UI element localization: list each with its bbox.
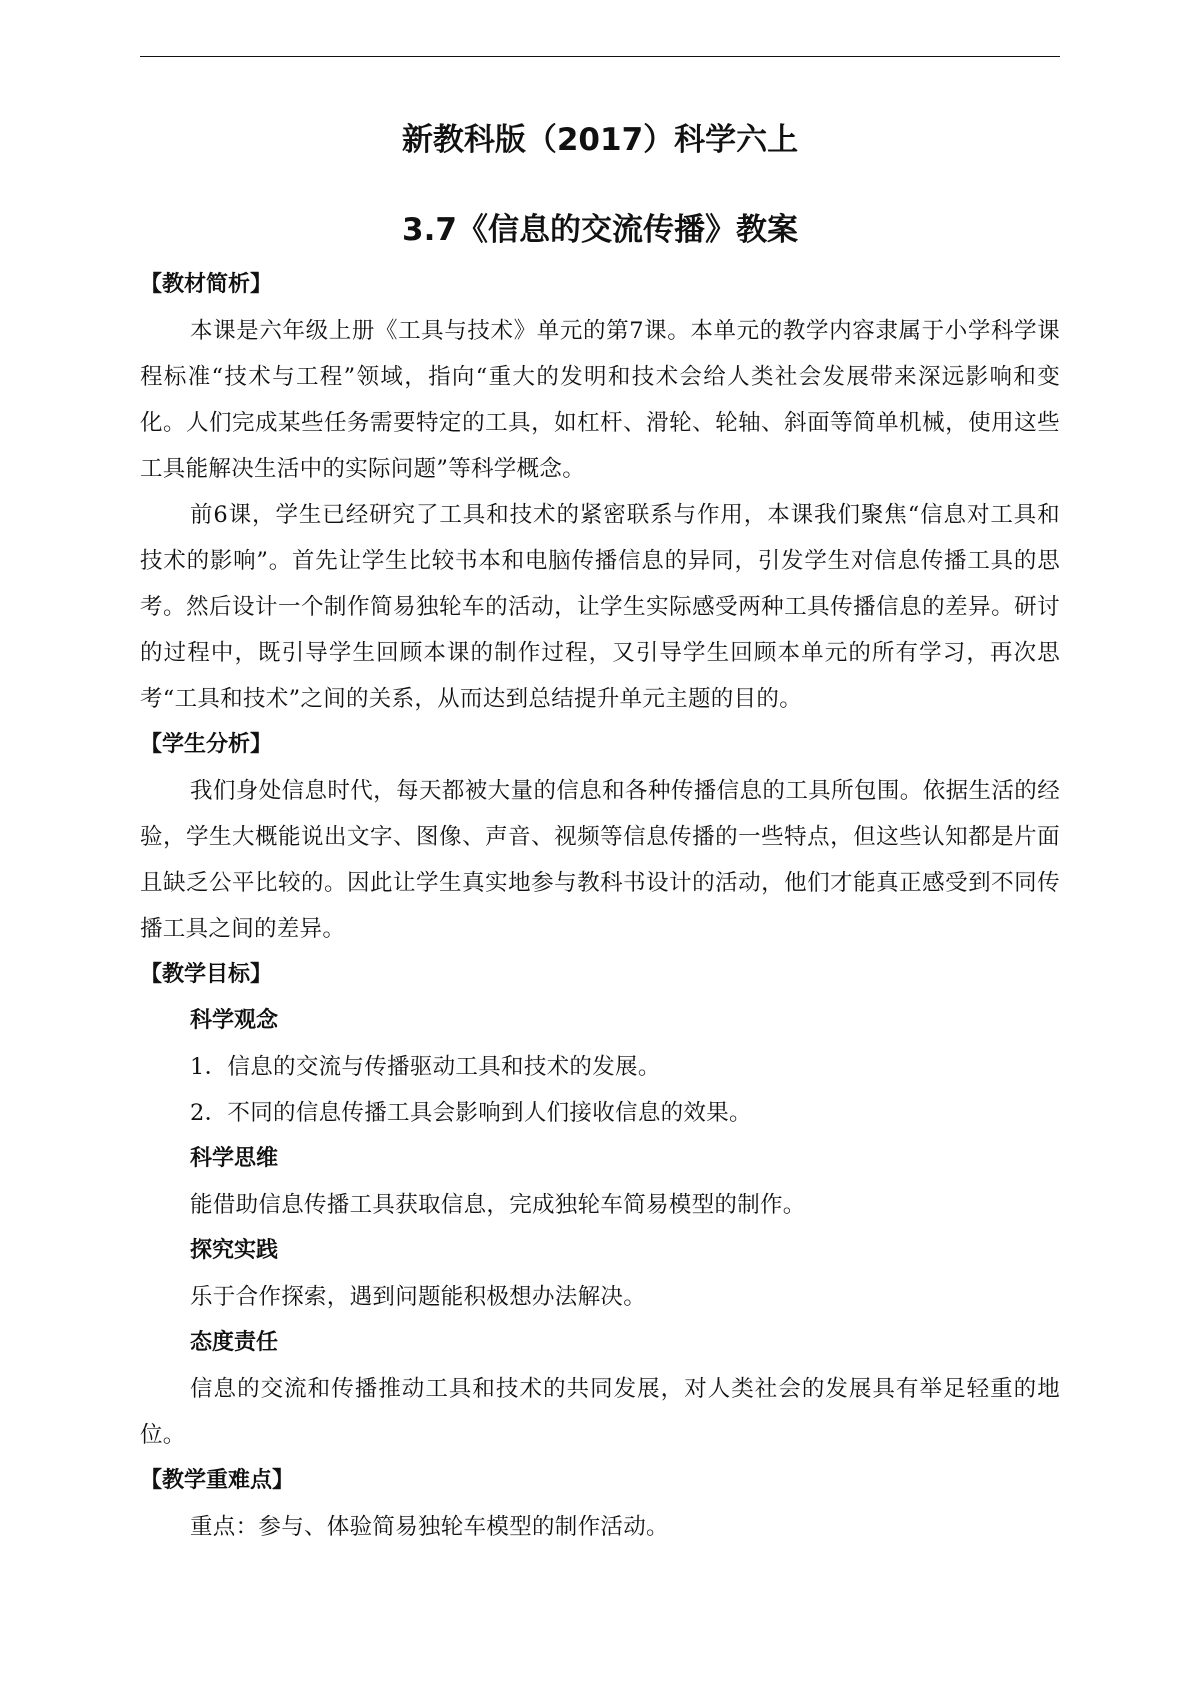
goal-inquiry-practice-text: 乐于合作探索，遇到问题能积极想办法解决。	[190, 1284, 647, 1310]
document-title: 新教科版（2017）科学六上	[401, 122, 799, 158]
paragraph-textbook-analysis-1: 本课是六年级上册《工具与技术》单元的第7课。本单元的教学内容隶属于小学科学课程标准“技术与工程”领域，指向“重大的发明和技术会给人类社会发展带来深远影响和变化。人们完成某些任务需要特定的工具，如杠杆、滑轮、轮轴、斜面等简单机械，使用这些工具能解决生活中的实际问题”等科学概念。	[140, 318, 1060, 482]
subheading-science-thinking: 科学思维	[190, 1146, 279, 1171]
goal-attitude-responsibility-text: 信息的交流和传播推动工具和技术的共同发展，对人类社会的发展具有举足轻重的地位。	[140, 1376, 1060, 1448]
document-body	[140, 118, 1060, 1550]
goal-science-thinking-text: 能借助信息传播工具获取信息，完成独轮车简易模型的制作。	[190, 1192, 806, 1218]
section-heading-key-points: 【教学重难点】	[140, 1468, 295, 1493]
goal-item-2: 2．不同的信息传播工具会影响到人们接收信息的效果。	[190, 1100, 752, 1126]
subheading-science-concepts: 科学观念	[190, 1008, 279, 1033]
header-rule	[140, 56, 1060, 57]
section-heading-student-analysis: 【学生分析】	[140, 732, 273, 757]
section-heading-teaching-goals: 【教学目标】	[140, 962, 273, 987]
section-heading-textbook-analysis: 【教材简析】	[140, 272, 273, 297]
subheading-inquiry-practice: 探究实践	[190, 1238, 279, 1263]
key-point-focus: 重点：参与、体验简易独轮车模型的制作活动。	[190, 1514, 669, 1540]
paragraph-textbook-analysis-2: 前6课，学生已经研究了工具和技术的紧密联系与作用，本课我们聚焦“信息对工具和技术的影响”。首先让学生比较书本和电脑传播信息的异同，引发学生对信息传播工具的思考。然后设计一个制作简易独轮车的活动，让学生实际感受两种工具传播信息的差异。研讨的过程中，既引导学生回顾本课的制作过程，又引导学生回顾本单元的所有学习，再次思考“工具和技术”之间的关系，从而达到总结提升单元主题的目的。	[140, 502, 1060, 712]
document-subtitle: 3.7《信息的交流传播》教案	[402, 212, 798, 248]
goal-item-1: 1．信息的交流与传播驱动工具和技术的发展。	[190, 1054, 661, 1080]
paragraph-student-analysis: 我们身处信息时代，每天都被大量的信息和各种传播信息的工具所包围。依据生活的经验，学生大概能说出文字、图像、声音、视频等信息传播的一些特点，但这些认知都是片面且缺乏公平比较的。因此让学生真实地参与教科书设计的活动，他们才能真正感受到不同传播工具之间的差异。	[140, 778, 1060, 942]
subheading-attitude-responsibility: 态度责任	[190, 1330, 279, 1355]
